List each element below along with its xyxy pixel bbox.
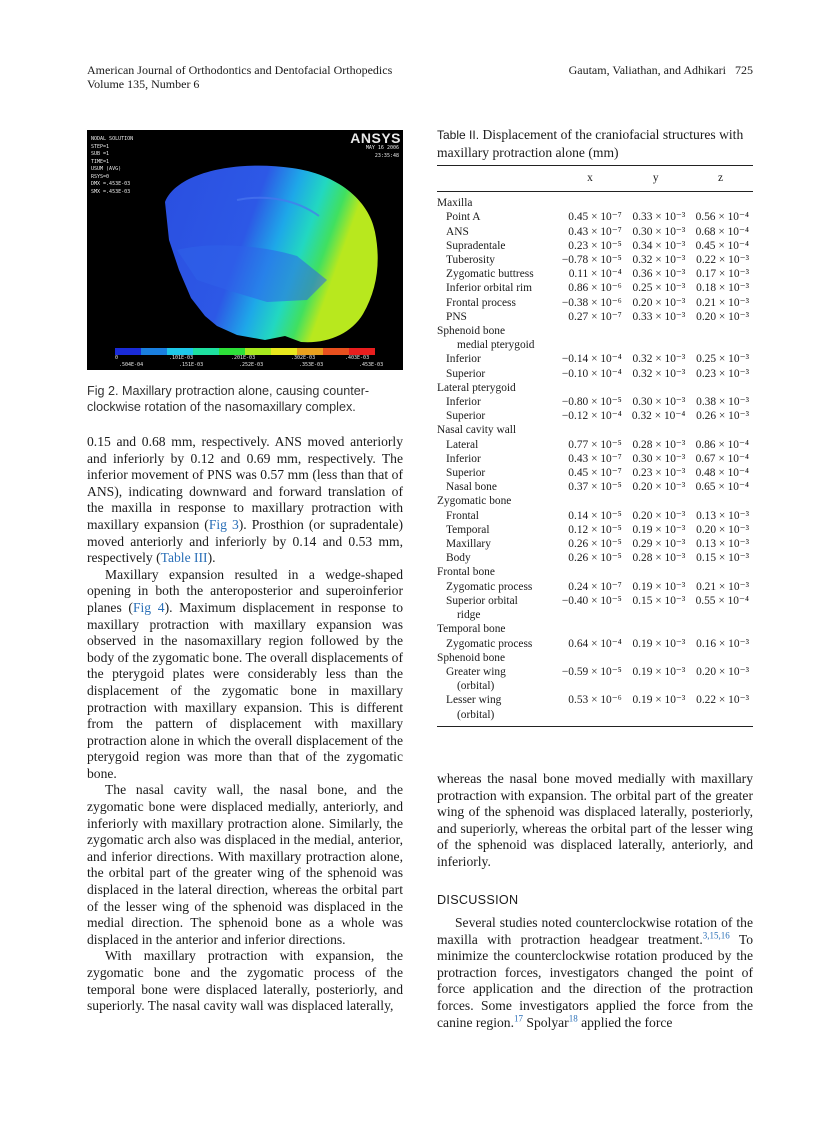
cell-z: 0.13 × 10⁻³ [696, 509, 749, 522]
cell-x: 0.23 × 10⁻⁵ [568, 239, 622, 252]
cell-x: 0.45 × 10⁻⁷ [568, 211, 622, 224]
row-label: Greater wing [446, 665, 506, 678]
table-row [437, 225, 753, 239]
cell-x [558, 622, 625, 636]
cell-y [626, 494, 690, 508]
cell-x: 0.77 × 10⁻⁵ [568, 438, 622, 451]
text-run: ). [207, 550, 216, 566]
cell-x [558, 608, 625, 622]
cell-x [558, 196, 625, 210]
table-2 [437, 165, 753, 727]
cell-z [689, 381, 753, 395]
cell-y [626, 381, 690, 395]
paragraph: With maxillary protraction with expansion, the zygomatic bone and the zygomatic process of the temporal bone were displaced laterally, posteriorly, and superiorly. The nasal cavity wall was displaced laterally, [87, 948, 403, 1014]
cell-z [689, 708, 753, 722]
row-label: (orbital) [457, 708, 495, 721]
row-label: Frontal [446, 509, 479, 522]
table-row [437, 565, 753, 579]
cell-x [558, 651, 625, 665]
cell-z: 0.55 × 10⁻⁴ [695, 594, 749, 607]
cell-z: 0.45 × 10⁻⁴ [695, 239, 749, 252]
scale-swatch [271, 348, 297, 355]
header-cell-y: y [652, 172, 659, 184]
cell-x [558, 565, 625, 579]
cell-y: 0.36 × 10⁻³ [632, 268, 686, 281]
row-label: ridge [457, 609, 481, 622]
table-label: Table II. [437, 128, 480, 142]
cell-y: 0.25 × 10⁻³ [632, 282, 686, 295]
cell-x: 0.26 × 10⁻⁵ [568, 538, 622, 551]
table-row [437, 665, 753, 679]
table-body [437, 196, 753, 722]
scale-swatch [115, 348, 141, 355]
cell-x [558, 324, 625, 338]
cell-x: 0.27 × 10⁻⁷ [568, 310, 622, 323]
table-top-rule [437, 165, 753, 166]
row-label: Inferior [446, 396, 481, 409]
table-row [437, 196, 753, 210]
cell-y: 0.19 × 10⁻³ [632, 580, 686, 593]
row-label: Superior orbital [446, 594, 518, 607]
cell-z: 0.38 × 10⁻³ [696, 396, 749, 409]
cell-x: −0.40 × 10⁻⁵ [561, 594, 622, 607]
cell-x: −0.10 × 10⁻⁴ [561, 367, 622, 380]
text-run: ). Prosthion (or supradentale) moved anteriorly and inferiorly by 0.14 and 0.53 mm, respectively ( [87, 516, 403, 566]
figure-3-link[interactable]: Fig 3 [208, 516, 239, 532]
cell-y [626, 324, 690, 338]
row-label: Inferior [446, 452, 481, 465]
scale-bottom-label: .504E-04 [119, 362, 144, 368]
text-run: Several studies noted counterclockwise rotation of the maxilla with protraction headgear treatment. [437, 915, 753, 947]
scale-bottom-label: .151E-03 [179, 362, 204, 368]
row-label: PNS [446, 310, 467, 323]
cell-y: 0.28 × 10⁻³ [632, 552, 686, 565]
cell-y: 0.34 × 10⁻³ [632, 239, 686, 252]
text-run: Spolyar [523, 1014, 569, 1030]
cell-x: −0.12 × 10⁻⁴ [561, 410, 622, 423]
row-label: Lateral [446, 438, 479, 451]
cell-z: 0.20 × 10⁻³ [696, 523, 749, 536]
fig-panel-line: STEP=1 [91, 143, 110, 150]
table-row [437, 210, 753, 224]
paragraph [87, 567, 403, 783]
cell-z: 0.21 × 10⁻³ [696, 580, 749, 593]
row-label: Zygomatic process [446, 637, 533, 650]
cell-z: 0.18 × 10⁻³ [696, 282, 749, 295]
cell-z [689, 338, 753, 352]
cell-x: 0.26 × 10⁻⁵ [568, 552, 622, 565]
header-authors: Gautam, Valiathan, and Adhikari [568, 63, 726, 77]
table-row [437, 622, 753, 636]
cell-y [626, 679, 690, 693]
cell-x: 0.12 × 10⁻⁵ [568, 523, 622, 536]
table-row [437, 708, 753, 722]
cell-z: 0.65 × 10⁻⁴ [695, 481, 749, 494]
table-row [437, 423, 753, 437]
cell-y: 0.19 × 10⁻³ [632, 694, 686, 707]
scale-top-label: .101E-03 [169, 355, 194, 361]
cell-x [558, 423, 625, 437]
table-row [437, 253, 753, 267]
fig-panel-line: USUM (AVG) [91, 166, 122, 172]
scale-top-label: .302E-03 [291, 355, 316, 361]
table-row [437, 537, 753, 551]
discussion-text [437, 915, 753, 1031]
row-label: medial pterygoid [457, 339, 535, 352]
cell-z: 0.22 × 10⁻³ [696, 694, 749, 707]
cell-y: 0.20 × 10⁻³ [632, 296, 686, 309]
cell-z: 0.17 × 10⁻³ [696, 268, 749, 281]
cell-y: 0.19 × 10⁻³ [632, 637, 686, 650]
cell-x [558, 494, 625, 508]
row-label: Nasal bone [446, 481, 497, 494]
text-run: applied the force [577, 1014, 673, 1030]
citation-link[interactable]: 18 [568, 1013, 578, 1024]
row-label: Superior [446, 410, 486, 423]
table-2-title [437, 126, 753, 161]
section-heading-discussion: DISCUSSION [437, 893, 519, 907]
row-label: Lesser wing [446, 694, 502, 707]
figure-2-caption: Fig 2. Maxillary protraction alone, causing counter-clockwise rotation of the nasomaxillary complex. [87, 384, 370, 414]
row-label: Temporal [446, 523, 490, 536]
citation-link[interactable]: 3,15,16 [702, 930, 730, 941]
cell-z: 0.56 × 10⁻⁴ [695, 211, 749, 224]
cell-x: −0.38 × 10⁻⁶ [561, 296, 622, 309]
row-label: Body [446, 552, 471, 565]
cell-x: −0.80 × 10⁻⁵ [561, 396, 622, 409]
fig-panel-line: SMX =.453E-03 [91, 188, 131, 195]
row-label: Frontal bone [437, 566, 495, 579]
text-run: 0.15 and 0.68 mm, respectively. ANS moved anteriorly and inferiorly by 0.12 and 0.69 mm, respectively. The inferior movement of PNS was 0.57 mm (less than that of ANS), indicating downward and forward translation of the maxilla in response to maxillary protraction with maxillary expansion ( [87, 434, 403, 532]
cell-y: 0.32 × 10⁻³ [632, 367, 686, 380]
table-row [437, 494, 753, 508]
cell-x: 0.11 × 10⁻⁴ [568, 268, 622, 281]
paragraph [87, 434, 403, 567]
scale-swatch [219, 348, 245, 355]
cell-x: −0.78 × 10⁻⁵ [561, 254, 622, 267]
table-row [437, 409, 753, 423]
cell-y [626, 651, 690, 665]
cell-x [558, 708, 625, 722]
scale-zero-label: 0 [115, 355, 119, 361]
cell-y: 0.19 × 10⁻³ [632, 523, 686, 536]
row-label: Point A [446, 211, 481, 224]
cell-z [689, 679, 753, 693]
cell-z: 0.67 × 10⁻⁴ [695, 452, 749, 465]
row-label: Superior [446, 367, 486, 380]
cell-y: 0.20 × 10⁻³ [632, 509, 686, 522]
table-row [437, 594, 753, 608]
cell-z [689, 622, 753, 636]
row-label: Inferior orbital rim [446, 282, 533, 295]
cell-y: 0.19 × 10⁻³ [632, 665, 686, 678]
scale-swatch [167, 348, 193, 355]
fig-time: 23:35:48 [374, 152, 399, 159]
scale-swatch [349, 348, 375, 355]
cell-x: −0.14 × 10⁻⁴ [561, 353, 622, 366]
cell-y: 0.30 × 10⁻³ [632, 396, 686, 409]
table-row [437, 651, 753, 665]
header-cell-x: x [587, 172, 593, 184]
page-number: 725 [735, 63, 753, 77]
cell-z: 0.23 × 10⁻³ [696, 367, 749, 380]
table-row [437, 608, 753, 622]
cell-y [626, 338, 690, 352]
row-label: Maxillary [446, 538, 491, 551]
cell-z: 0.86 × 10⁻⁴ [695, 438, 749, 451]
cell-z: 0.21 × 10⁻³ [696, 296, 749, 309]
cell-x [558, 679, 625, 693]
table-row [437, 580, 753, 594]
left-column-text [87, 434, 403, 1015]
cell-y: 0.30 × 10⁻³ [632, 452, 686, 465]
fig-panel-line: NODAL SOLUTION [91, 136, 134, 142]
scale-bottom-label: .252E-03 [239, 362, 264, 368]
table-row [437, 310, 753, 324]
table-row [437, 466, 753, 480]
row-label: Tuberosity [446, 254, 495, 267]
cell-x: 0.24 × 10⁻⁷ [568, 580, 622, 593]
scale-swatch [297, 348, 323, 355]
row-label: Zygomatic bone [437, 495, 512, 508]
journal-header [87, 63, 392, 91]
text-run: ). Maximum displacement in response to maxillary protraction with maxillary expansion was observed in the nasomaxillary region followed by the body of the zygomatic bone. The overall displacements of the pterygoid plates were considerably less than the displacement of the zygomatic bone in maxillary protraction with maxillary expansion. This is different from the pattern of displacement with maxillary protraction alone in which the overall displacement of the pterygoid region was more than that of the zygomatic bone. [87, 599, 403, 781]
cell-y [626, 708, 690, 722]
table-row [437, 395, 753, 409]
cell-z: 0.13 × 10⁻³ [696, 538, 749, 551]
table-row [437, 367, 753, 381]
scale-top-label: .201E-03 [231, 355, 256, 361]
table-row [437, 637, 753, 651]
paragraph [437, 915, 753, 1031]
journal-volume: Volume 135, Number 6 [87, 77, 200, 91]
row-label: Zygomatic process [446, 580, 533, 593]
row-label: Frontal process [446, 296, 516, 309]
cell-y: 0.32 × 10⁻⁴ [631, 410, 686, 423]
cell-y [626, 423, 690, 437]
cell-y [626, 196, 690, 210]
scale-bottom-label: .353E-03 [299, 362, 324, 368]
row-label: Supradentale [446, 239, 506, 252]
cell-z [689, 494, 753, 508]
text-run: To minimize the counterclockwise rotation produced by the protraction forces, investigators changed the point of force application and the direction of the protraction forces. Some investigators applied the force from the canine region. [437, 931, 753, 1030]
cell-x: 0.37 × 10⁻⁵ [568, 481, 622, 494]
table-row [437, 438, 753, 452]
fig-panel-line: SUB =1 [91, 151, 110, 157]
figure-4-link[interactable]: Fig 4 [132, 599, 165, 615]
cell-y: 0.30 × 10⁻³ [632, 225, 686, 238]
table-header [437, 171, 753, 185]
cell-x: 0.14 × 10⁻⁵ [568, 509, 622, 522]
row-label: Nasal cavity wall [437, 424, 517, 437]
cell-z: 0.22 × 10⁻³ [696, 254, 749, 267]
cell-x [558, 381, 625, 395]
cell-y: 0.29 × 10⁻³ [632, 538, 686, 551]
scale-top-label: .403E-03 [345, 355, 370, 361]
scale-bottom-label: .453E-03 [359, 362, 384, 368]
row-label: ANS [446, 225, 469, 238]
table-row [437, 267, 753, 281]
page-header-right [569, 63, 753, 77]
skull-model-render [87, 130, 403, 370]
row-label: Temporal bone [437, 623, 506, 636]
table-row [437, 523, 753, 537]
cell-y: 0.32 × 10⁻³ [632, 254, 686, 267]
fig-panel-line: DMX =.453E-03 [91, 181, 131, 187]
cell-z: 0.26 × 10⁻³ [696, 410, 749, 423]
scale-swatch [245, 348, 271, 355]
figure-2-image [87, 130, 403, 370]
row-label: Inferior [446, 353, 481, 366]
table-bottom-rule [437, 726, 753, 727]
cell-y: 0.33 × 10⁻³ [632, 211, 686, 224]
cell-x [558, 338, 625, 352]
row-label: Sphenoid bone [437, 651, 506, 664]
paragraph: whereas the nasal bone moved medially with maxillary protraction with expansion. The orbital part of the greater wing of the sphenoid was displaced laterally, posteriorly, and superiorly, whereas the orbital part of the lesser wing of the sphenoid was displaced laterally, anteriorly, and inferiorly. [437, 771, 753, 869]
table-row [437, 480, 753, 494]
cell-y: 0.15 × 10⁻³ [632, 594, 686, 607]
cell-y [626, 622, 690, 636]
cell-x: 0.53 × 10⁻⁶ [568, 694, 622, 707]
journal-name: American Journal of Orthodontics and Dentofacial Orthopedics [87, 63, 393, 77]
cell-y: 0.23 × 10⁻³ [632, 467, 686, 480]
scale-swatch [193, 348, 219, 355]
table-caption: Displacement of the craniofacial structures with maxillary protraction alone (mm) [437, 127, 744, 160]
table-row [437, 381, 753, 395]
table-row [437, 338, 753, 352]
scale-swatch [141, 348, 167, 355]
cell-x: −0.59 × 10⁻⁵ [561, 665, 622, 678]
table-header-rule [437, 191, 753, 192]
cell-y: 0.32 × 10⁻³ [632, 353, 686, 366]
cell-z [689, 565, 753, 579]
table-3-link[interactable]: Table III [160, 550, 208, 566]
cell-z: 0.15 × 10⁻³ [696, 552, 749, 565]
cell-z [689, 324, 753, 338]
right-column-text [437, 771, 753, 871]
table-row [437, 239, 753, 253]
scale-swatch [323, 348, 349, 355]
cell-z [689, 608, 753, 622]
cell-z [689, 196, 753, 210]
header-cell-empty [437, 171, 557, 185]
row-label: Superior [446, 467, 486, 480]
table-row [437, 693, 753, 707]
row-label: Maxilla [437, 197, 473, 210]
row-label: (orbital) [457, 680, 495, 693]
text-run: Maxillary expansion resulted in a wedge-shaped opening in both the anteroposterior and superoinferior planes ( [87, 566, 403, 615]
citation-link[interactable]: 17 [514, 1013, 523, 1024]
ansys-logo-text: ANSYS [350, 130, 401, 146]
table-row [437, 509, 753, 523]
table-row [437, 679, 753, 693]
table-row [437, 551, 753, 565]
row-label: Lateral pterygoid [437, 381, 516, 394]
table-row [437, 352, 753, 366]
cell-z: 0.68 × 10⁻⁴ [695, 225, 749, 238]
row-label: Sphenoid bone [437, 325, 506, 338]
cell-z: 0.16 × 10⁻³ [696, 637, 749, 650]
cell-x: 0.64 × 10⁻⁴ [568, 637, 622, 650]
cell-x: 0.43 × 10⁻⁷ [568, 452, 622, 465]
row-label: Zygomatic buttress [446, 268, 534, 281]
cell-x: 0.86 × 10⁻⁶ [568, 282, 622, 295]
fig-date: MAY 16 2006 [365, 145, 399, 151]
color-scale-bar [115, 348, 375, 355]
cell-z: 0.20 × 10⁻³ [696, 310, 749, 323]
cell-z: 0.20 × 10⁻³ [696, 665, 749, 678]
cell-y: 0.20 × 10⁻³ [632, 481, 686, 494]
cell-y [626, 565, 690, 579]
table-row [437, 281, 753, 295]
table-row [437, 296, 753, 310]
cell-z [689, 423, 753, 437]
table-row [437, 452, 753, 466]
cell-x: 0.43 × 10⁻⁷ [568, 225, 622, 238]
cell-z: 0.25 × 10⁻³ [696, 353, 749, 366]
paragraph: The nasal cavity wall, the nasal bone, and the zygomatic bone were displaced medially, anteriorly, and inferiorly with maxillary protraction alone. Similarly, the zygomatic arch also was displaced in the medial, anterior, and inferior directions. With maxillary protraction alone, the orbital part of the greater wing of the sphenoid was displaced in the lateral direction, whereas the orbital part of the lesser wing of the sphenoid was displaced in the medial direction. The sphenoid bone as a whole was displaced in the anterior and inferior directions. [87, 782, 403, 947]
table-row [437, 324, 753, 338]
cell-y: 0.33 × 10⁻³ [632, 310, 686, 323]
fig-panel-line: RSYS=0 [91, 173, 110, 180]
cell-y: 0.28 × 10⁻³ [632, 438, 686, 451]
cell-x: 0.45 × 10⁻⁷ [568, 467, 622, 480]
cell-z [689, 651, 753, 665]
header-cell-z: z [718, 172, 724, 184]
cell-z: 0.48 × 10⁻⁴ [695, 467, 749, 480]
cell-y [626, 608, 690, 622]
fig-panel-line: TIME=1 [91, 158, 110, 165]
